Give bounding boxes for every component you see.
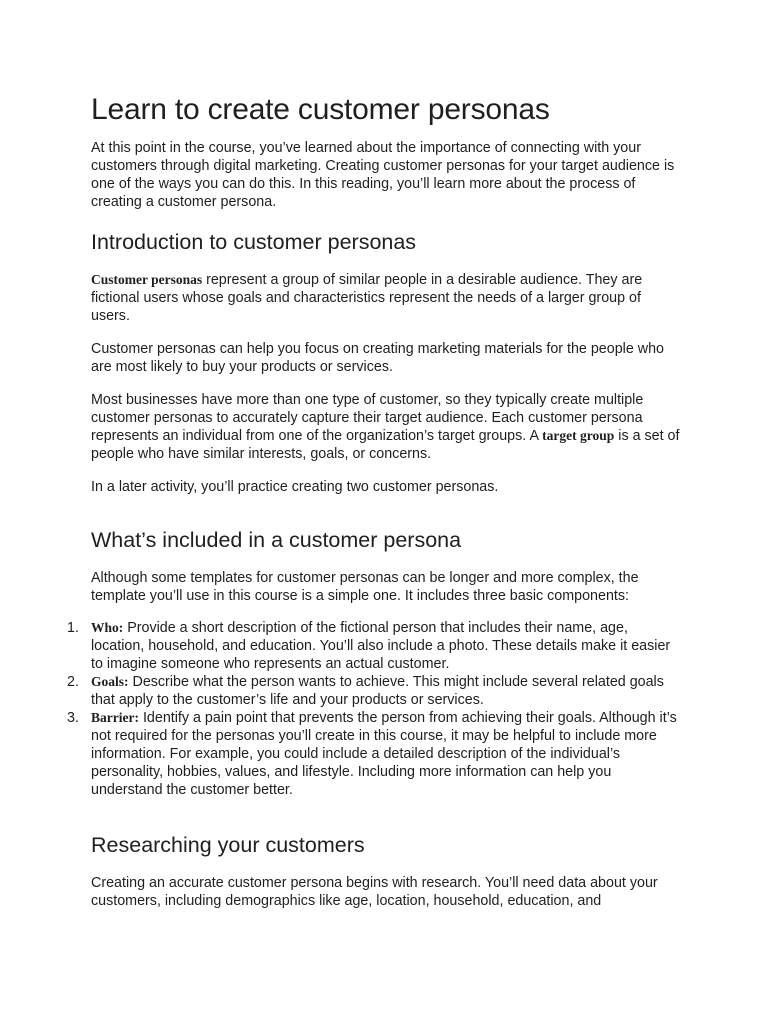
section-heading-researching: Researching your customers [91,833,365,857]
list-item [67,709,680,799]
page-title: Learn to create customer personas [91,93,550,126]
paragraph-text-after: is a set of people who have similar interests, goals, or concerns. [91,428,680,462]
templates-paragraph: Although some templates for customer personas can be longer and more complex, the template you’ll use in this course is a simple one. It includes three basic components: [91,570,639,604]
focus-paragraph: Customer personas can help you focus on creating marketing materials for the people who are most likely to buy your products or services. [91,341,664,375]
term-customer-personas: Customer personas [91,272,203,287]
list-item-text: Provide a short description of the fictional person that includes their name, age, location, household, and education. You’ll also include a photo. These details make it easier to imagine someone who represents an actual customer. [91,620,671,672]
list-number: 1. [67,620,79,636]
list-number: 2. [67,674,79,690]
section-heading-whats-included: What’s included in a customer persona [91,528,462,552]
list-number: 3. [67,710,79,726]
section-heading-introduction: Introduction to customer personas [91,230,417,254]
list-item [67,673,680,709]
list-item-text: Identify a pain point that prevents the person from achieving their goals. Although it’s not required for the personas you’ll create in this course, it may be helpful to include more information. For example, you could include a detailed description of the individual’s personality, hobbies, values, and lifestyle. Including more information can help you understand the customer better. [91,710,677,798]
term-goals: Goals: [91,674,129,689]
term-barrier: Barrier: [91,710,139,725]
customer-personas-definition [91,271,680,325]
term-who: Who: [91,620,124,635]
components-list [67,619,680,799]
paragraph-text-before: Most businesses have more than one type of customer, so they typically create multiple customer personas to accurately capture their target audience. Each customer persona represents an individual from one of the organization’s target groups. A [91,392,644,444]
intro-paragraph: At this point in the course, you’ve learned about the importance of connecting with your customers through digital marketing. Creating customer personas for your target audience is one of the ways you can do this. In this reading, you’ll learn more about the process of creating a customer persona. [91,140,675,210]
multiple-personas-paragraph [91,391,680,463]
term-target-group: target group [542,428,615,443]
list-item [67,619,680,673]
later-activity-paragraph: In a later activity, you’ll practice creating two customer personas. [91,479,499,495]
definition-text: represent a group of similar people in a desirable audience. They are fictional users whose goals and characteristics represent the needs of a larger group of users. [91,272,643,324]
research-paragraph: Creating an accurate customer persona begins with research. You’ll need data about your customers, including demographics like age, location, household, education, and [91,875,658,909]
list-item-text: Describe what the person wants to achieve. This might include several related goals that apply to the customer’s life and your products or services. [91,674,664,708]
